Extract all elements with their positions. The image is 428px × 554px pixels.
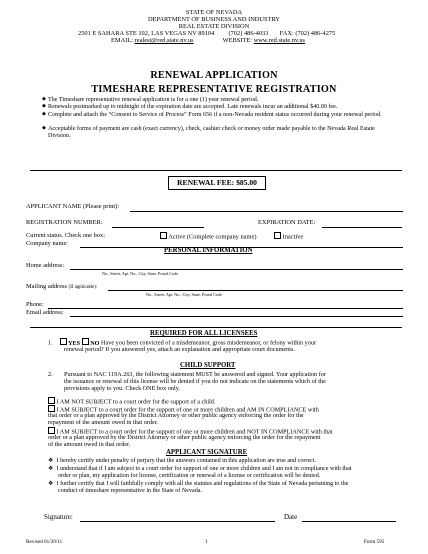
bullet-item: ◆ The Timeshare representative renewal application is for a one (1) year renewal period. — [42, 97, 259, 103]
question-1: 1. YES NO Have you been convicted of a misdemeanor, gross misdemeanor, or felony within your — [48, 339, 317, 347]
header-email-label: EMAIL: — [111, 37, 134, 44]
child-support-heading: CHILD SUPPORT — [180, 362, 236, 369]
divider-line — [30, 170, 402, 171]
email-field[interactable] — [70, 316, 403, 317]
header-email-link[interactable]: realest@red.state.nv.us — [134, 37, 194, 44]
expiration-date-label: EXPIRATION DATE: — [258, 219, 316, 226]
diamond-bullet-icon: ◆ — [42, 126, 46, 131]
option-1-checkbox[interactable] — [48, 397, 55, 404]
certification-item: ❖ I further certify that I will faithfully comply with all the statutes and regulations of the State of Nevada pertaining to the — [48, 481, 349, 487]
date-field[interactable] — [302, 521, 396, 522]
header-department: DEPARTMENT OF BUSINESS AND INDUSTRY — [147, 16, 281, 23]
option-3-checkbox[interactable] — [48, 427, 55, 434]
no-option[interactable]: NO — [82, 340, 100, 347]
child-support-text: the issuance or renewal of this license will be denied if you do not indicate on the statements which of the — [64, 378, 326, 385]
footer-revised: Revised 01/20/11 — [26, 539, 63, 545]
mailing-address-label: Mailing address (If applicable): — [26, 283, 98, 290]
child-support-text: Pursuant to NAC 119A.263, the following statement MUST be answered and signed. Your application for — [64, 371, 326, 378]
applicant-name-label: APPLICANT NAME (Please print): — [26, 203, 120, 210]
header-website-link[interactable]: www.red.state.nv.us — [253, 37, 306, 44]
yes-checkbox[interactable] — [60, 338, 67, 345]
diamond-bullet-icon: ◆ — [42, 104, 46, 109]
child-support-number: 2. — [48, 371, 53, 378]
header-state: STATE OF NEVADA — [185, 9, 243, 16]
bullet-item: ◆ Acceptable forms of payment are cash (exact currency), check, cashier check or money order made payable to the Nevada Real Estate Division. — [42, 126, 375, 139]
question-1-continued: renewal period? If you answered yes, attach an explanation and appropriate court documents. — [64, 346, 295, 353]
diamond-bullet-icon: ❖ — [48, 458, 54, 464]
home-address-field[interactable] — [70, 269, 403, 270]
header-division: REAL ESTATE DIVISION — [178, 23, 250, 30]
phone-field[interactable] — [48, 308, 403, 309]
certification-item-continued: conduct of timeshare representative in the State of Nevada. — [58, 488, 202, 494]
child-support-option-2-continued: repayment of the amount owed in that order. — [48, 419, 158, 426]
certification-item: ❖ I hereby certify under penalty of perjury that the answers contained in this application are true and correct. — [48, 458, 317, 464]
title-timeshare-registration: TIMESHARE REPRESENTATIVE REGISTRATION — [91, 84, 337, 95]
mailing-address-field[interactable] — [108, 290, 403, 291]
date-label: Date — [284, 513, 298, 521]
option-2-checkbox[interactable] — [48, 405, 55, 412]
header-contact-line — [111, 37, 305, 44]
yes-option[interactable]: YES — [60, 340, 80, 347]
diamond-bullet-icon: ◆ — [42, 97, 46, 102]
diamond-bullet-icon: ❖ — [48, 481, 54, 487]
home-address-hint: No., Street, Apt. No., City, State, Postal Code — [102, 271, 179, 276]
mailing-address-hint: No., Street, Apt. No., City, State, Postal Code — [146, 292, 223, 297]
header-address: 2501 E SAHARA STE 102, LAS VEGAS NV 89104 — [78, 30, 215, 37]
expiration-date-field[interactable] — [322, 227, 402, 228]
bullet-item: ◆ Complete and attach the “Consent to Service of Process” Form 656 if a non-Nevada resident status occurred during your renewal period. — [42, 112, 382, 118]
footer-form-number: Form 595 — [364, 539, 385, 545]
certification-item-continued: order or plan, my application for license, certification or renewal of a license or certification will be denied. — [58, 473, 321, 479]
diamond-bullet-icon: ❖ — [48, 466, 54, 472]
title-renewal-application: RENEWAL APPLICATION — [150, 70, 278, 81]
bullet-item: ◆ Renewals postmarked up to midnight of the expiration date are accepted. Late renewals incur an additional $40.00 fee. — [42, 104, 338, 110]
home-address-label: Home address: — [26, 262, 65, 269]
footer-page-number: 1 — [205, 539, 208, 545]
divider-line — [30, 327, 402, 328]
child-support-option-3-continued: of the amount owed in that order. — [48, 441, 131, 448]
current-status-label: Current status. Check one box: — [26, 232, 105, 239]
header-website-label: WEBSITE: — [222, 37, 253, 44]
child-support-option-3[interactable]: I AM SUBJECT to a court order for the support of one or more children and NOT IN COMPLIANCE with that — [48, 427, 333, 436]
no-checkbox[interactable] — [82, 338, 89, 345]
inactive-checkbox[interactable] — [274, 232, 281, 239]
active-checkbox[interactable] — [160, 232, 167, 239]
renewal-fee-box: RENEWAL FEE: $85.00 — [168, 176, 266, 190]
required-heading: REQUIRED FOR ALL LICENSEES — [150, 330, 258, 337]
child-support-option-1[interactable]: I AM NOT SUBJECT to a court order for the support of a child. — [48, 397, 215, 406]
email-label: Email address: — [26, 309, 64, 316]
phone-label: Phone: — [26, 301, 44, 308]
child-support-option-2-continued: that order or a plan approved by the District Attorney or other public agency enforcing the order for the — [48, 412, 304, 419]
applicant-name-field[interactable] — [130, 211, 403, 212]
registration-number-label: REGISTRATION NUMBER: — [26, 219, 103, 226]
child-support-option-2[interactable]: I AM SUBJECT to a court order for the support of one or more children and AM IN COMPLIANCE with — [48, 405, 319, 414]
diamond-bullet-icon: ◆ — [42, 112, 46, 117]
applicant-signature-heading: APPLICANT SIGNATURE — [166, 449, 248, 456]
personal-information-heading: PERSONAL INFORMATION — [164, 247, 253, 254]
signature-label: Signature: — [44, 513, 73, 521]
status-inactive-option[interactable]: Inactive — [274, 232, 303, 241]
header-fax: FAX: (702) 486-4275 — [279, 30, 336, 37]
company-name-label: Company name: — [26, 240, 69, 247]
certification-item: ❖ I understand that if I am subject to a court order for support of one or more children and I am not in compliance with that — [48, 466, 352, 472]
registration-number-field[interactable] — [112, 227, 204, 228]
child-support-text: provisions apply to you. Check ONE box only. — [64, 385, 180, 392]
status-active-option[interactable]: Active (Complete company name) — [160, 232, 256, 241]
signature-field[interactable] — [80, 521, 275, 522]
child-support-option-3-continued: order or a plan approved by the District Attorney or other public agency enforcing the order for the repayment — [48, 434, 321, 441]
header-phone: (702) 486-4033 — [228, 30, 269, 37]
